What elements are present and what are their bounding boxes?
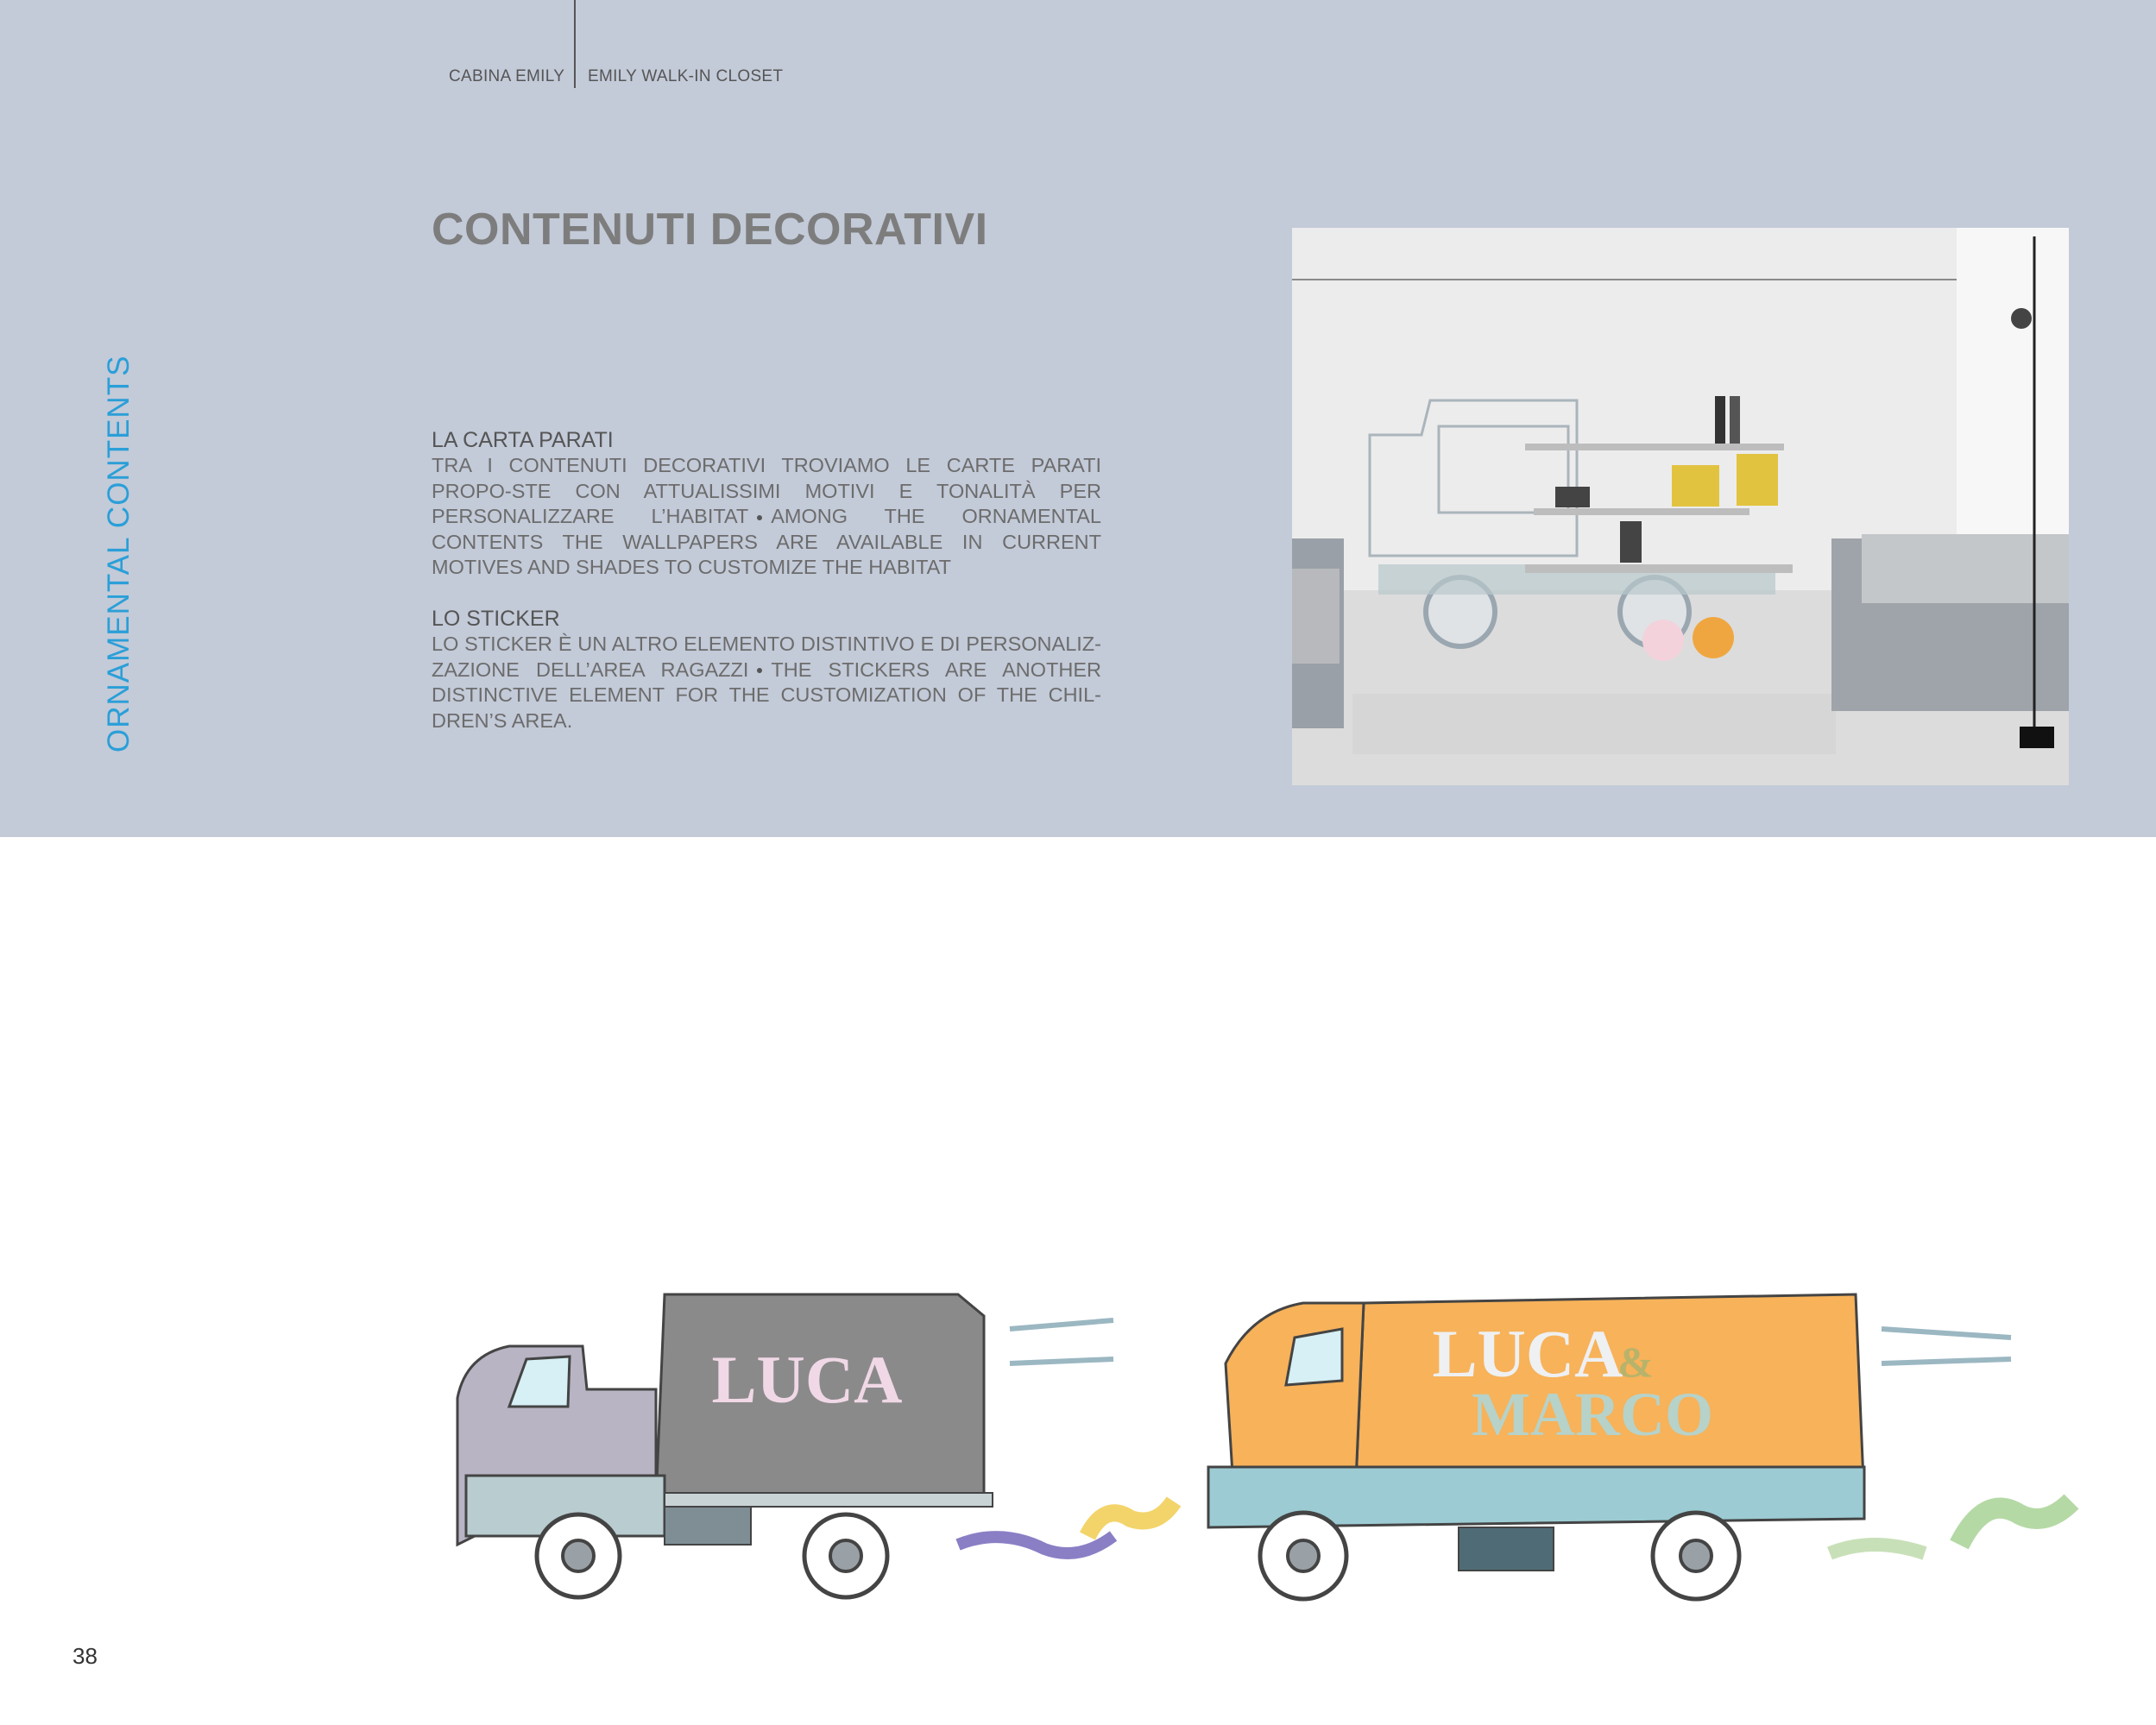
section-wallpaper [432,427,1101,581]
section-sticker [432,606,1101,733]
body-english: AMONG THE ORNAMENTAL CONTENTS THE WALLPAPERS ARE AVAILABLE IN CURRENT MOTIVES AND SHADES TO CUSTOMIZE THE HABITAT [432,505,1101,578]
truck1-name-text: LUCA [711,1342,903,1417]
side-section-label: ORNAMENTAL CONTENTS [102,355,136,752]
room-photo [1292,228,2069,785]
body-english: THE STICKERS ARE ANOTHER DISTINCTIVE ELEMENT FOR THE CUSTOMIZATION OF THE CHIL-DREN’S AREA. [432,658,1101,732]
truck-sticker-luca [457,1294,1174,1597]
body-italian: TRA I CONTENUTI DECORATIVI TROVIAMO LE CARTE PARATI PROPO-STE CON ATTUALISSIMI MOTIVI E TONALITÀ PER PERSONALIZZARE L’HABITAT [432,454,1101,527]
section-heading: LO STICKER [432,607,560,631]
bullet-separator [757,668,762,673]
body-italian: LO STICKER È UN ALTRO ELEMENTO DISTINTIVO E DI PERSONALIZ-ZAZIONE DELL’AREA RAGAZZI [432,633,1101,681]
header-right-title: EMILY WALK-IN CLOSET [588,67,784,85]
truck2-line2-text: MARCO [1472,1380,1713,1449]
truck-stickers [440,1277,2080,1622]
truck-sticker-luca-marco [1208,1294,2071,1599]
section-body [432,453,1101,581]
truck2-ampersand-text: & [1617,1338,1654,1386]
section-heading: LA CARTA PARATI [432,428,614,452]
page-number: 38 [72,1643,98,1669]
header-left-title: CABINA EMILY [449,67,565,85]
bullet-separator [757,515,762,520]
truck2-line1-text: LUCA [1432,1316,1623,1391]
section-body [432,632,1101,733]
header-divider [574,0,576,88]
page-title: CONTENUTI DECORATIVI [432,205,988,255]
